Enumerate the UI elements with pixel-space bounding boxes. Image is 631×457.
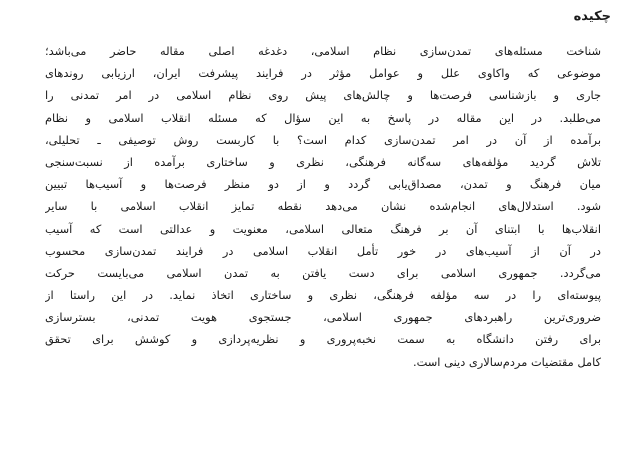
abstract-line: کامل مقتضیات مردم‌سالاری دینی است. [412,354,601,369]
abstract-line: جاری و بازشناسی فرصت‌ها و چالش‌های پیش روی نظام اسلامی در امر تمدنی را [45,88,601,103]
abstract-line: انقلاب‌ها با ابتنای آن بر فرهنگ متعالی اسلامی، معنویت و عدالتی است که آسیب [45,221,601,236]
abstract-line: میان فرهنگ و تمدن، مصداق‌یابی گردد و از دو منظر فرصت‌ها و آسیب‌ها تبیین [45,177,601,192]
abstract-line: می‌طلبد. در این مقاله در پاسخ به این سؤال که مسئله انقلاب اسلامی و نظام [45,110,601,125]
abstract-body [45,40,601,373]
abstract-line: در آن از آسیب‌های در خور تأمل انقلاب اسلامی در فرایند تمدن‌سازی محسوب [45,243,601,258]
abstract-line: برای رفتن دانشگاه به سمت نخبه‌پروری و نظریه‌پردازی و کوشش برای تحقق [45,332,601,347]
abstract-line: موضوعی که واکاوی علل و عوامل مؤثر در فرایند پیشرفت ایران، ارزیابی روندهای [45,66,601,81]
abstract-line: می‌گردد. جمهوری اسلامی برای دست یافتن به تمدن اسلامی می‌بایست حرکت [45,265,601,280]
abstract-line: تلاش گردید مؤلفه‌های سه‌گانه فرهنگی، نظری و ساختاری برآمده از نسبت‌سنجی [45,154,601,169]
abstract-line: شود. استدلال‌های انجام‌شده نشان می‌دهد نقطه تمایز انقلاب اسلامی با سایر [45,199,601,214]
abstract-heading: چکیده [573,9,611,24]
abstract-line: پیوسته‌ای را در سه مؤلفه فرهنگی، نظری و ساختاری اتخاذ نماید. در این راستا از [45,288,601,303]
abstract-line: برآمده از آن در امر تمدن‌سازی کدام است؟ با کاربست روش توصیفی ـ تحلیلی، [45,132,601,147]
abstract-line: ضروری‌ترین راهبردهای جمهوری اسلامی، جستجوی هویت تمدنی، بسترسازی [45,310,601,325]
abstract-line: شناخت مسئله‌های تمدن‌سازی نظام اسلامی، دغدغه اصلی مقاله حاضر می‌باشد؛ [45,44,601,58]
